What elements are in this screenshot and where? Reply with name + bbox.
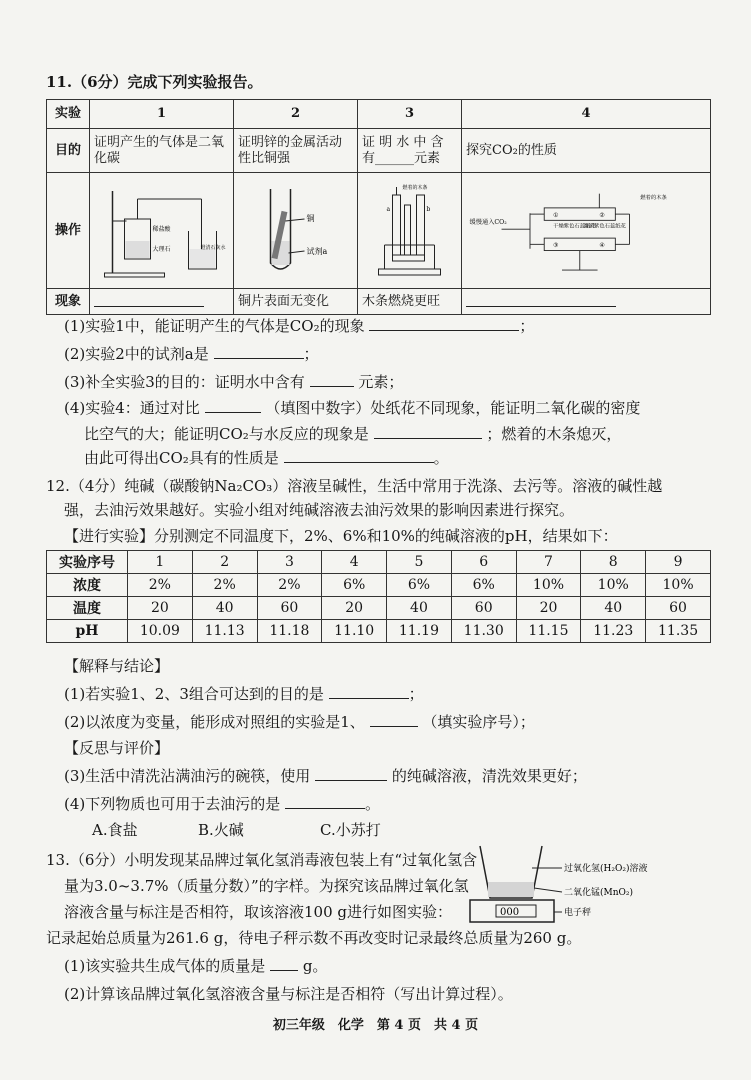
q11-item1-text: (1)实验1中，能证明产生的气体是CO₂的现象 (64, 317, 365, 335)
q11-experiment-table (46, 99, 711, 315)
q11-header-cell: 4 (462, 100, 711, 129)
answer-blank[interactable] (284, 448, 434, 463)
table-cell: 6% (387, 574, 452, 597)
q12-title-line1: 12.（4分）纯碱（碳酸钠Na₂CO₃）溶液呈碱性，生活中常用于洗涤、去污等。溶液的碱性越 (46, 477, 663, 495)
table-cell: 浓度 (47, 574, 128, 597)
answer-blank[interactable] (466, 292, 616, 307)
diagram-label: 澄清石灰水 (200, 244, 226, 251)
q12-item2 (64, 712, 535, 732)
diagram-label: 二氧化锰(MnO₂) (564, 888, 634, 898)
q11-header-cell: 2 (234, 100, 358, 129)
table-cell: 6% (322, 574, 387, 597)
table-cell: 10.09 (128, 620, 193, 643)
table-cell: 60 (646, 597, 711, 620)
q13-item1 (64, 956, 327, 976)
table-cell: 10% (516, 574, 581, 597)
q11-title: 11.（6分）完成下列实验报告。 (46, 73, 263, 91)
q11-item4-text5: 由此可得出CO₂具有的性质是 (84, 449, 279, 467)
q11-item4-line2 (84, 424, 621, 444)
table-cell: pH (47, 620, 128, 643)
q12-header-cell: 4 (322, 551, 387, 574)
q11-purpose-cell: 证明锌的金属活动性比铜强 (234, 129, 358, 173)
q11-item4-line3: 由此可得出CO₂具有的性质是 。 (84, 449, 449, 467)
table-cell: 11.19 (387, 620, 452, 643)
table-cell: 11.30 (451, 620, 516, 643)
diagram-label: 干燥紫色石蕊纸花 (553, 222, 596, 229)
answer-blank[interactable] (310, 372, 354, 387)
table-cell: 60 (257, 597, 322, 620)
answer-blank[interactable] (94, 292, 204, 307)
q12-section-reflection: 【反思与评价】 (64, 739, 170, 757)
table-cell: 40 (581, 597, 646, 620)
q11-header-cell: 3 (358, 100, 462, 129)
scale-display: 000 (500, 907, 520, 918)
q12-item1: (1)若实验1、2、3组合可达到的目的是 ； (64, 685, 424, 703)
gas-generation-apparatus-diagram (94, 181, 229, 281)
diagram-label: ④ (599, 241, 605, 249)
q12-option-c[interactable]: C.小苏打 (320, 821, 381, 839)
q13-scale-diagram (466, 838, 716, 930)
table-cell: 20 (322, 597, 387, 620)
co2-property-diagram (466, 181, 706, 281)
q12-intro: 【进行实验】分别测定不同温度下，2%、6%和10%的纯碱溶液的pH，结果如下： (64, 527, 618, 545)
q13-line4: 记录起始总质量为261.6 g，待电子秤示数不再改变时记录最终总质量为260 g。 (46, 929, 582, 947)
q12-title-line2: 强，去油污效果越好。实验小组对纯碱溶液去油污效果的影响因素进行探究。 (64, 501, 575, 519)
answer-blank[interactable] (369, 316, 519, 331)
answer-blank[interactable] (374, 424, 482, 439)
table-cell: 11.10 (322, 620, 387, 643)
q11-item1: (1)实验1中，能证明产生的气体是CO₂的现象 ； (64, 317, 535, 335)
q11-purpose-cell: 证 明 水 中 含 有______元素 (358, 129, 462, 173)
q11-operation-label: 操作 (47, 173, 90, 289)
q12-item4: (4)下列物质也可用于去油污的是 。 (64, 795, 381, 813)
q12-option-b[interactable]: B.火碱 (198, 821, 244, 839)
q11-phenomenon-cell[interactable] (462, 289, 711, 315)
q11-purpose-cell: 探究CO₂的性质 (462, 129, 711, 173)
table-cell: 20 (128, 597, 193, 620)
table-cell: 2% (192, 574, 257, 597)
test-tube-diagram (238, 181, 353, 281)
q11-item3-text: (3)补全实验3的目的：证明水中含有 (64, 373, 305, 391)
q13-item1-text: (1)该实验共生成气体的质量是 (64, 957, 266, 975)
table-cell: 11.15 (516, 620, 581, 643)
q11-table-header-row (47, 100, 711, 129)
diagram-label: 稀盐酸 (152, 225, 171, 233)
q12-ph-row (47, 620, 711, 643)
table-cell: 11.13 (192, 620, 257, 643)
diagram-label: 电子秤 (564, 908, 592, 918)
experiment2-diagram (234, 173, 358, 289)
q11-item4-text2: （填图中数字）处纸花不同现象，能证明二氧化碳的密度 (265, 399, 641, 417)
q12-header-cell: 7 (516, 551, 581, 574)
q12-item4-text: (4)下列物质也可用于去油污的是 (64, 795, 281, 813)
table-cell: 11.23 (581, 620, 646, 643)
table-cell: 60 (451, 597, 516, 620)
answer-blank[interactable] (329, 684, 409, 699)
q13-line1: 13.（6分）小明发现某品牌过氧化氢消毒液包装上有“过氧化氢含 (46, 851, 478, 869)
answer-blank[interactable] (205, 398, 261, 413)
q11-operation-row (47, 173, 711, 289)
q13-line3: 溶液含量与标注是否相符，取该溶液100 g进行如图实验： (64, 903, 453, 921)
table-cell: 10% (646, 574, 711, 597)
q11-phenomenon-cell: 木条燃烧更旺 (358, 289, 462, 315)
q11-item4-text4: ；燃着的木条熄灭， (486, 425, 622, 443)
q11-purpose-row (47, 129, 711, 173)
table-cell: 2% (128, 574, 193, 597)
diagram-label: b (426, 205, 431, 213)
q12-item2-tail: （填实验序号）； (422, 713, 535, 731)
page-footer: 初三年级 化学 第 4 页 共 4 页 (272, 1018, 479, 1033)
q11-item2-text: (2)实验2中的试剂a是 (64, 345, 209, 363)
q11-item4-text: (4)实验4：通过对比 (64, 399, 200, 417)
table-cell: 11.35 (646, 620, 711, 643)
q12-item3-tail: 的纯碱溶液，清洗效果更好； (391, 767, 587, 785)
q11-purpose-label: 目的 (47, 129, 90, 173)
q12-ph-table (46, 550, 711, 643)
diagram-label: 燃着的木条 (402, 184, 428, 191)
q11-header-cell: 实验 (47, 100, 90, 129)
q12-item2-text: (2)以浓度为变量，能形成对照组的实验是1、 (64, 713, 365, 731)
q11-phenomenon-cell: 铜片表面无变化 (234, 289, 358, 315)
q12-header-cell: 9 (646, 551, 711, 574)
q12-header-cell: 3 (257, 551, 322, 574)
table-cell: 40 (387, 597, 452, 620)
diagram-label: a (386, 205, 391, 213)
table-cell: 10% (581, 574, 646, 597)
diagram-label: 大理石 (152, 245, 171, 253)
q11-purpose-cell: 证明产生的气体是二氧化碳 (90, 129, 234, 173)
experiment4-diagram (462, 173, 711, 289)
q12-header-cell: 2 (192, 551, 257, 574)
q12-header-cell: 1 (128, 551, 193, 574)
electrolysis-apparatus-diagram (362, 181, 457, 281)
q12-header-row (47, 551, 711, 574)
q11-header-cell: 1 (90, 100, 234, 129)
q11-phenomenon-cell[interactable] (90, 289, 234, 315)
q11-item2: (2)实验2中的试剂a是 ； (64, 345, 319, 363)
diagram-label: 缓慢通入CO₂ (469, 218, 507, 226)
q12-header-cell: 5 (387, 551, 452, 574)
table-cell: 11.18 (257, 620, 322, 643)
q11-item3-tail: 元素； (358, 373, 404, 391)
table-cell: 20 (516, 597, 581, 620)
answer-blank[interactable] (285, 794, 365, 809)
q12-header-cell: 实验序号 (47, 551, 128, 574)
q11-phenomenon-row (47, 289, 711, 315)
diagram-label: ② (599, 211, 605, 219)
q12-header-cell: 8 (581, 551, 646, 574)
answer-blank[interactable] (370, 712, 418, 727)
q12-concentration-row (47, 574, 711, 597)
q11-item4-line1 (64, 398, 640, 418)
q12-item1-text: (1)若实验1、2、3组合可达到的目的是 (64, 685, 324, 703)
q12-section-conclusion: 【解释与结论】 (64, 657, 170, 675)
experiment1-diagram (90, 173, 234, 289)
table-cell: 2% (257, 574, 322, 597)
q13-line2: 量为3.0~3.7%（质量分数）”的字样。为探究该品牌过氧化氢 (64, 877, 469, 895)
diagram-label: ③ (553, 241, 559, 249)
q12-item3-text: (3)生活中清洗沾满油污的碗筷，使用 (64, 767, 311, 785)
diagram-label: 铜 (306, 213, 315, 223)
table-cell: 40 (192, 597, 257, 620)
q12-temperature-row (47, 597, 711, 620)
answer-blank[interactable] (315, 766, 387, 781)
q12-option-a[interactable]: A.食盐 (92, 821, 138, 839)
q13-item2: (2)计算该品牌过氧化氢溶液含量与标注是否相符（写出计算过程）。 (64, 985, 513, 1003)
q11-phenomenon-label: 现象 (47, 289, 90, 315)
q13-item1-tail: g。 (302, 957, 328, 975)
table-cell: 温度 (47, 597, 128, 620)
q11-item3 (64, 372, 403, 392)
diagram-label: 试剂a (306, 246, 328, 256)
diagram-label: 过氧化氢(H₂O₂)溶液 (564, 864, 648, 874)
q12-item3 (64, 766, 587, 786)
diagram-label: 湿润紫色石蕊纸花 (583, 222, 626, 229)
q11-item4-text3: 比空气的大；能证明CO₂与水反应的现象是 (84, 425, 369, 443)
experiment3-diagram (358, 173, 462, 289)
answer-blank[interactable] (270, 956, 298, 971)
table-cell: 6% (451, 574, 516, 597)
diagram-label: ① (553, 211, 559, 219)
q12-header-cell: 6 (451, 551, 516, 574)
diagram-label: 燃着的木条 (640, 194, 667, 201)
answer-blank[interactable] (214, 344, 304, 359)
